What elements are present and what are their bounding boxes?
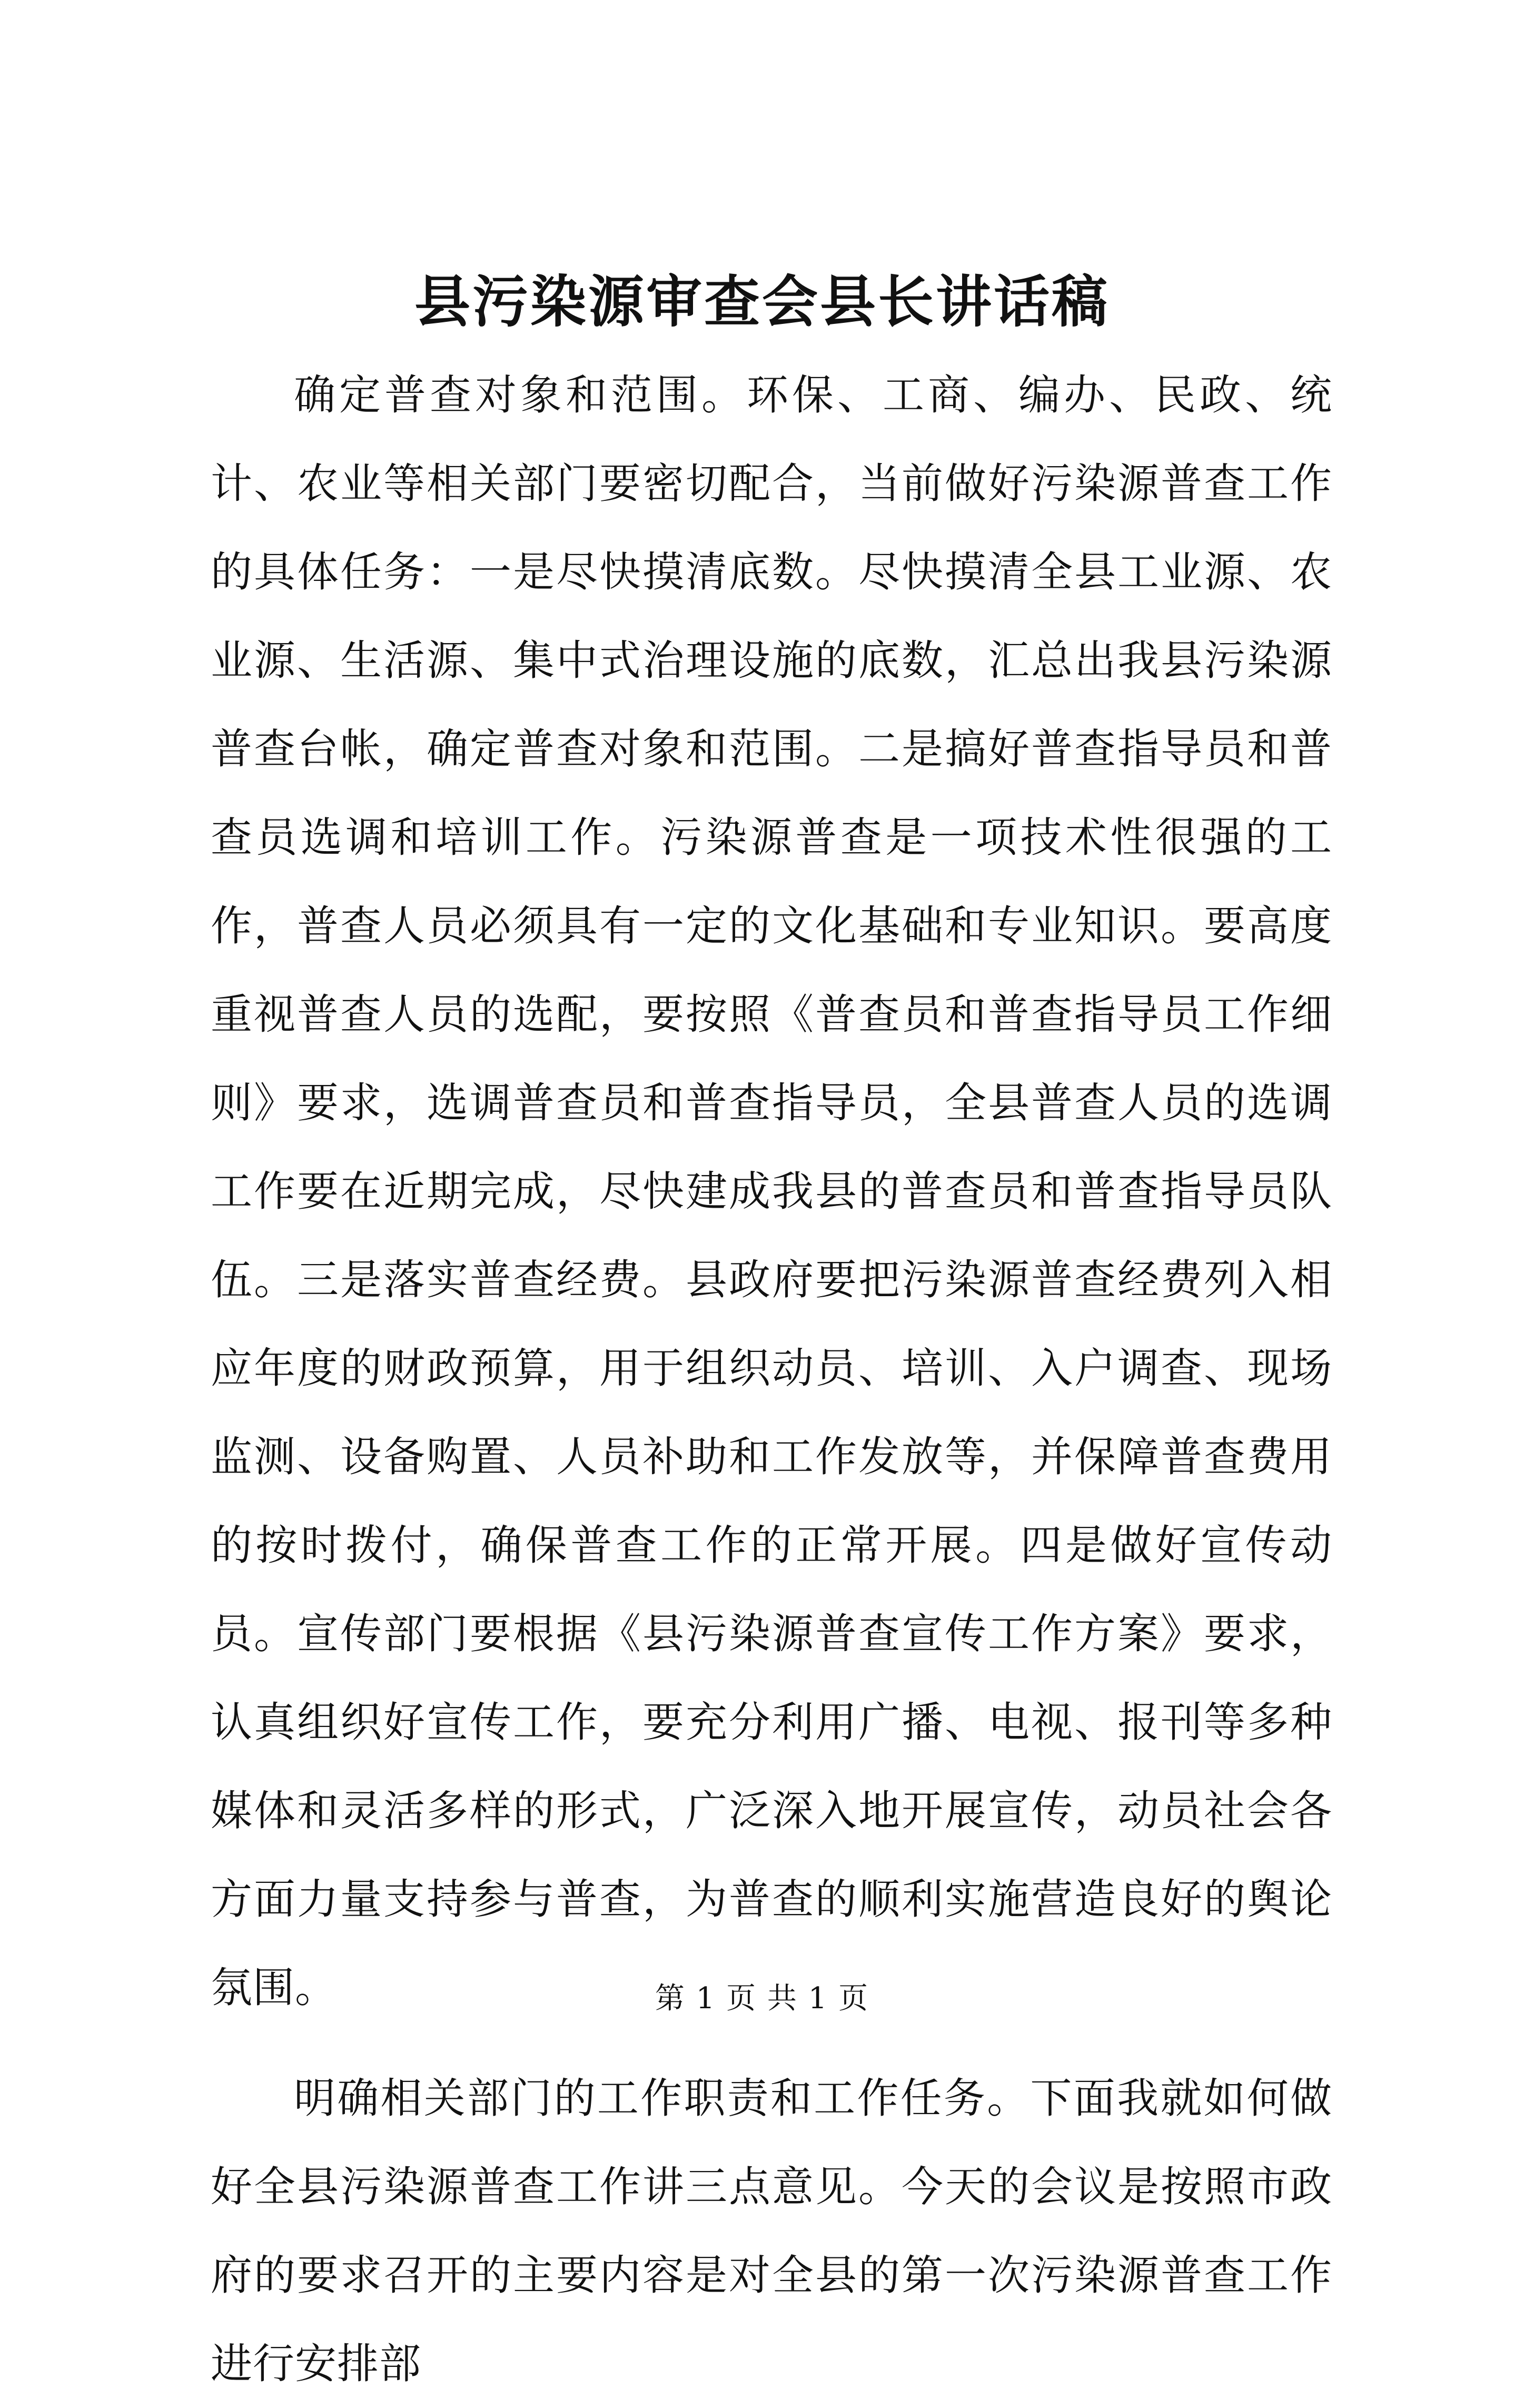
document-body xyxy=(211,351,1332,2408)
page-number-footer: 第 1 页 共 1 页 xyxy=(655,1981,869,2016)
paragraph-2: 明确相关部门的工作职责和工作任务。下面我就如何做好全县污染源普查工作讲三点意见。今天的会议是按照市政府的要求召开的主要内容是对全县的第一次污染源普查工作进行安排部 xyxy=(211,2074,1332,2388)
page-title: 县污染源审查会县长讲话稿 xyxy=(414,269,1110,334)
paragraph-1: 确定普查对象和范围。环保、工商、编办、民政、统计、农业等相关部门要密切配合，当前做好污染源普查工作的具体任务：一是尽快摸清底数。尽快摸清全县工业源、农业源、生活源、集中式治理设施的底数，汇总出我县污染源普查台帐，确定普查对象和范围。二是搞好普查指导员和普查员选调和培训工作。污染源普查是一项技术性很强的工作，普查人员必须具有一定的文化基础和专业知识。要高度重视普查人员的选配，要按照《普查员和普查指导员工作细则》要求，选调普查员和普查指导员，全县普查人员的选调工作要在近期完成，尽快建成我县的普查员和普查指导员队伍。三是落实普查经费。县政府要把污染源普查经费列入相应年度的财政预算，用于组织动员、培训、入户调查、现场监测、设备购置、人员补助和工作发放等，并保障普查费用的按时拨付，确保普查工作的正常开展。四是做好宣传动员。宣传部门要根据《县污染源普查宣传工作方案》要求，认真组织好宣传工作，要充分利用广播、电视、报刊等多种媒体和灵活多样的形式，广泛深入地开展宣传，动员社会各方面力量支持参与普查，为普查的顺利实施营造良好的舆论氛围。 xyxy=(211,371,1332,2012)
